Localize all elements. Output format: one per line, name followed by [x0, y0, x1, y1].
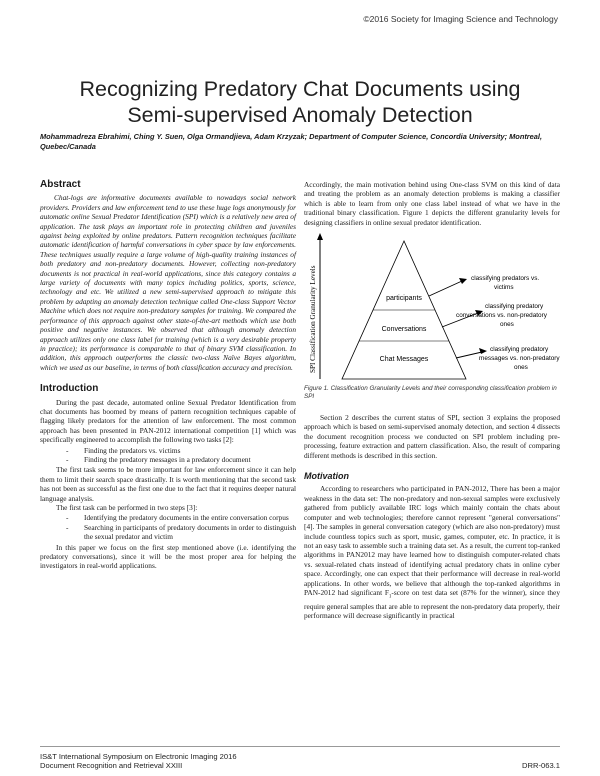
annotation-line: classifying predatory	[485, 303, 544, 311]
footer-conference	[40, 752, 237, 770]
annotation-line: ones	[514, 364, 528, 372]
list-item: - Finding the predatory messages in a predatory document	[40, 455, 296, 464]
list-item	[40, 513, 296, 522]
motivation-overview-paragraph: Accordingly, the main motivation behind using One-class SVM on this kind of data and treating the problem as an anomaly detection problems is making a classifier which is able to learn from only one class label instead of what we have in the traditional binary classification. Figure 1 depicts the different granularity levels for designing classifiers in online sexual predator identification.	[304, 180, 560, 227]
list-item-text: Identifying the predatory documents in the entire conversation corpus	[84, 513, 289, 523]
arrow-head	[479, 348, 487, 354]
granularity-pyramid-diagram	[304, 233, 560, 383]
intro-paragraph-1: During the past decade, automated online Sexual Predator Identification from chat documents has boomed by means of pattern recognition techniques capable of flagging likely predators for the attention of law enforcement. The most common approach has been presented in PAN-2012 international competition [1] which was specifically engineered to accomplish the following two tasks [2]:	[40, 397, 296, 445]
title-line-1: Recognizing Predatory Chat Documents using	[79, 77, 521, 101]
motivation-heading: Motivation	[304, 471, 349, 482]
arrow-head	[459, 278, 467, 284]
level-label-conversations: Conversations	[381, 326, 427, 334]
task-list	[40, 446, 296, 465]
list-item-text: Searching in participants of predatory documents in order to distinguish the sexual predator and victim	[84, 522, 296, 542]
left-column	[40, 180, 296, 571]
intro-paragraph-3: The first task can be performed in two steps [3]:	[56, 503, 198, 512]
intro-paragraph-2: The first task seems to be more important for law enforcement since it can help them to limit their search space drastically. It is worth mentioning that the second task has not been as successful as the first one due to the fact that it requires deeper natural language analysis.	[40, 465, 296, 503]
annotation-line: messages vs. non-predatory	[479, 355, 560, 363]
title-line-2: Semi-supervised Anomaly Detection	[127, 103, 473, 127]
footer-line-2: Document Recognition and Retrieval XXIII	[40, 761, 183, 770]
annotation-line: conversations vs. non-predatory	[456, 312, 547, 320]
right-column	[304, 180, 560, 621]
footer-line-1: IS&T International Symposium on Electronic Imaging 2016	[40, 752, 237, 761]
abstract-body: Chat-logs are informative documents available to nowadays social network providers. Providers and law enforcement tend to use these huge logs anonymously for automatic online Sexual Predator Identification (SPI) which is a relatively new area of application. The task plays an important role in protecting children and juveniles against being exploited by online predators. Pattern recognition techniques facilitate automatic identification of harmful conversations in cyber space by law enforcements. These techniques usually require a large volume of high-quality training instances of both predatory and non-predatory documents. However, collecting non-predatory documents is not practical in real-world applications, since this category contains a large variety of documents with many topics including politics, sports, science, technology and etc. We utilized a new semi-supervised approach to mitigate this problem by adapting an anomaly detection technique called One-class Support Vector Machine which does not require non-predatory samples for training. We compared the performance of this approach against other state-of-the-art methods which use both positive and negative instances. We observed that although anomaly detection approach utilizes only one class label for training (which is a very desirable property in practice); its performance is comparable to that of binary SVM classification. In addition, this approach outperforms the classic two-class Naïve Bayes algorithm, which we used as our baseline, in terms of both classification accuracy and precision.	[40, 193, 296, 372]
authors-affiliation: Mohammadreza Ebrahimi, Ching Y. Suen, Olga Ormandjieva, Adam Krzyzak; Department of Computer Science, Concordia University; Montreal, Quebec/Canada	[40, 132, 542, 151]
abstract-heading: Abstract	[40, 179, 81, 190]
arrow-line	[429, 281, 462, 296]
list-item: - Finding the predators vs. victims	[40, 446, 296, 455]
level-label-chat-messages: Chat Messages	[379, 356, 429, 364]
step-list	[40, 513, 296, 541]
motivation-text: -score on test data set (87% for the winner), since they require general samples that are able to represent the non-predatory data properly, their performance will decrease significantly in practical	[304, 587, 560, 621]
annotation-line: victims	[494, 284, 514, 292]
intro-paragraph-4: In this paper we focus on the first step mentioned above (i.e. identifying the predatory conversations), since it will be the most proper area for helping the investigators in real-world applications.	[40, 542, 296, 571]
list-marker: -	[66, 513, 69, 523]
annotation-line: classifying predatory	[490, 346, 549, 354]
list-item	[40, 523, 296, 542]
introduction-heading: Introduction	[40, 383, 99, 395]
footer-page-code: DRR-063.1	[522, 761, 560, 770]
axis-arrow-head	[317, 233, 323, 240]
motivation-paragraph	[304, 484, 560, 620]
list-marker: -	[66, 522, 69, 532]
level-label-participants: participants	[386, 295, 422, 303]
figure-caption: Figure 1. Classification Granularity Levels and their corresponding classification problem in SPI	[304, 385, 557, 401]
motivation-text: According to researchers who participated in PAN-2012, There has been a major weakness in the data set: The non-predatory and non-sexual samples were exclusively gathered from publicly available IRC logs which mainly contain the chats about computer and web technologies; therefore cannot represent "general conversations" [4]. The samples in general conversation category (which are also non-predatory) must include countless topics such as sport, music, games, computer, etc. In practice, it is not an easy task to assemble such a training data set. As a result, the current top-ranked algorithms in PAN2012 may have learned how to distinguish computer-related chats vs. sexual-related chats instead of identifying actual predatory chats in online cyber space. Accordingly, one can expect that their performance will decrease in real-world applications. In other words, we believe that although the top-ranked algorithms in PAN-2012 had significant F	[304, 484, 560, 597]
figure-1	[304, 233, 560, 383]
footer-divider	[40, 746, 560, 747]
axis-label: SPI Classification Granularity Levels	[309, 265, 317, 374]
annotation-line: ones	[500, 321, 514, 329]
society-copyright: ©2016 Society for Imaging Science and Technology	[363, 14, 558, 24]
section-overview-paragraph: Section 2 describes the current status of SPI, section 3 explains the proposed approach which is based on semi-supervised anomaly detection, and section 4 dissects the document recognition process we conducted on SPI problem including pre-processing, feature extraction and pattern classification. Also, the result of comparing different methods is described in this section.	[304, 413, 560, 460]
f1-subscript: 1	[388, 594, 392, 600]
paper-title	[40, 76, 560, 128]
annotation-line: classifying predators vs.	[471, 275, 540, 283]
